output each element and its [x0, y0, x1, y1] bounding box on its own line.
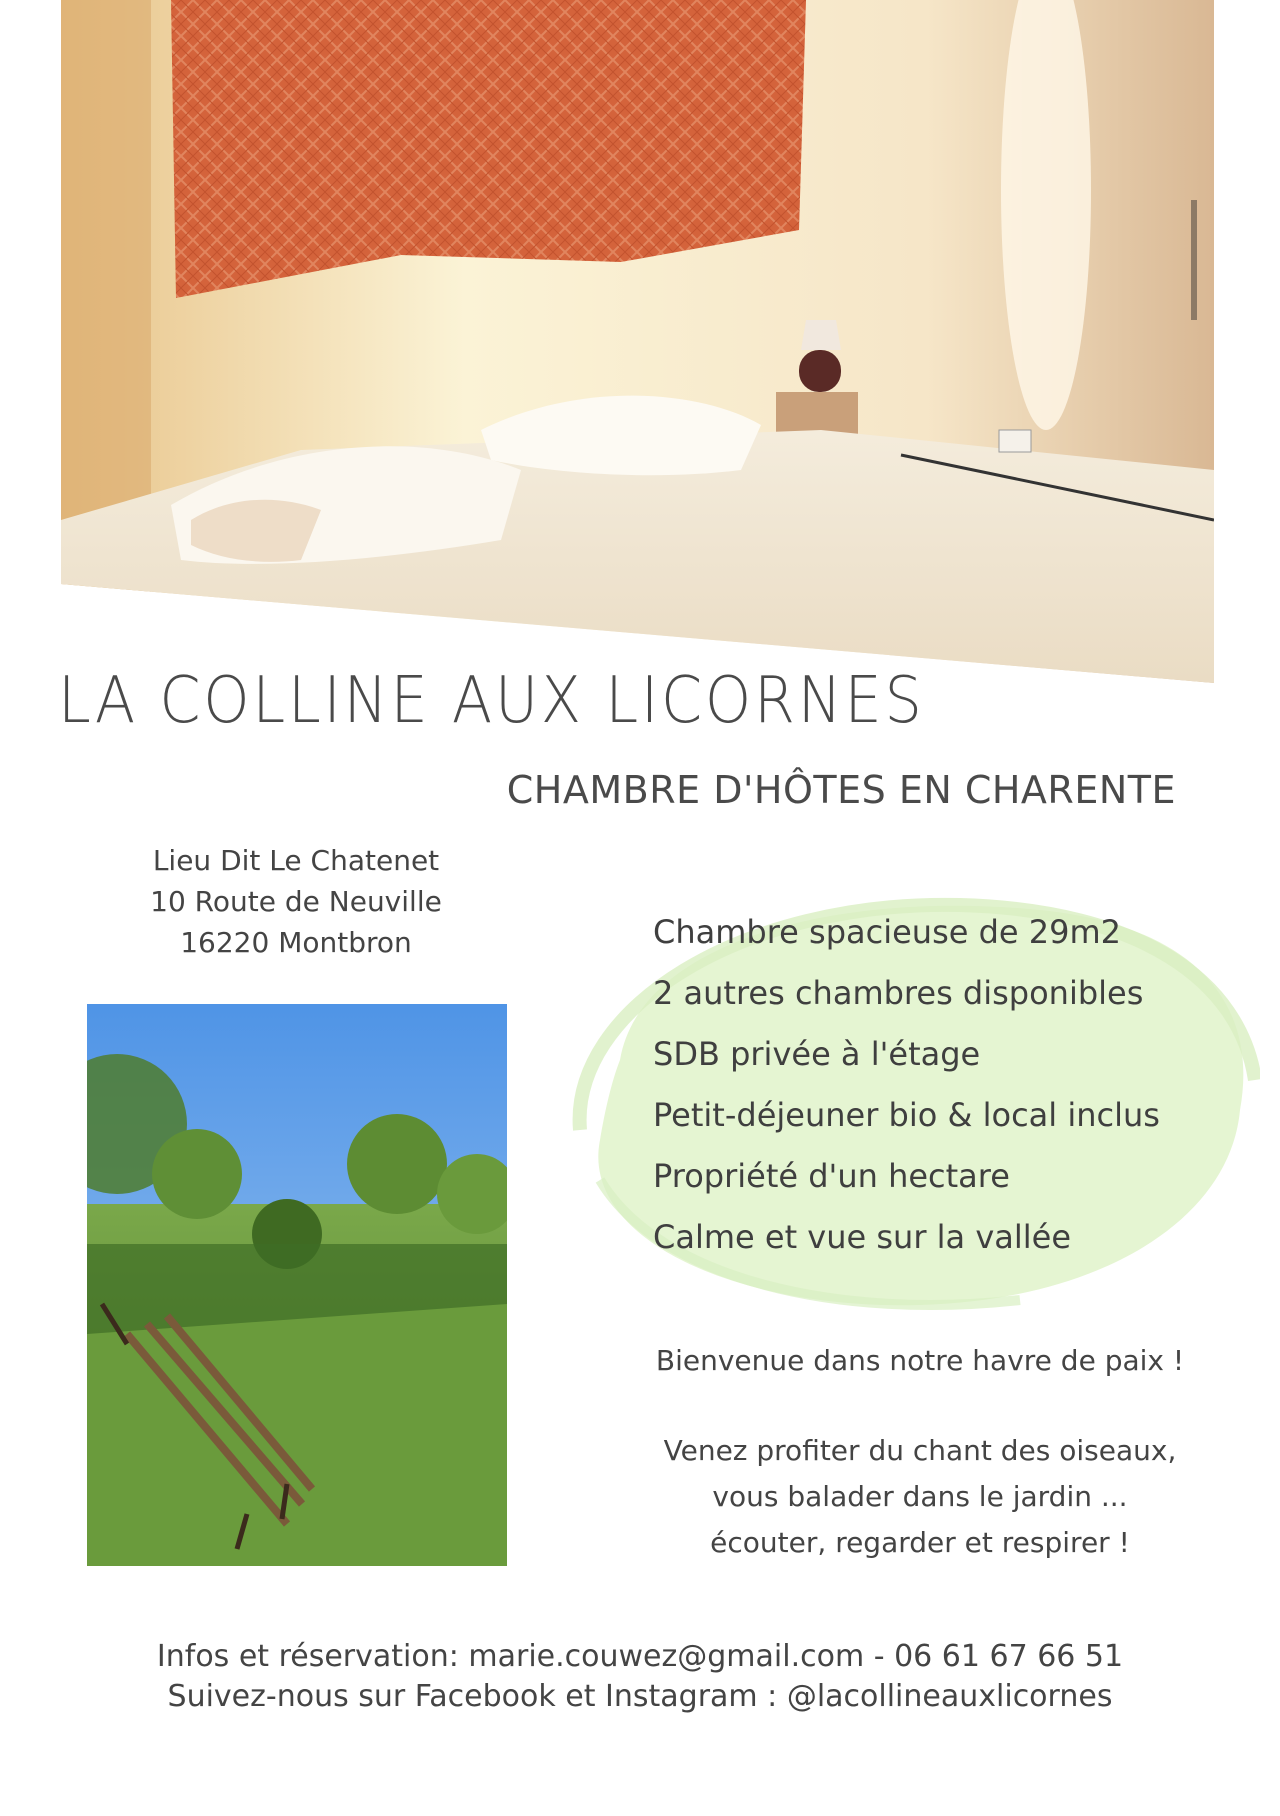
welcome-line: écouter, regarder et respirer ! — [710, 1526, 1130, 1559]
feature-item: 2 autres chambres disponibles — [653, 974, 1144, 1012]
address-line: Lieu Dit Le Chatenet — [152, 844, 440, 877]
address-block — [106, 840, 486, 963]
bedroom-photo — [61, 0, 1214, 683]
address-line: 16220 Montbron — [180, 926, 412, 959]
feature-item: SDB privée à l'étage — [653, 1035, 981, 1073]
welcome-line: vous balader dans le jardin ... — [712, 1480, 1128, 1513]
feature-item: Propriété d'un hectare — [653, 1157, 1010, 1195]
garden-photo — [87, 1004, 507, 1566]
feature-item: Chambre spacieuse de 29m2 — [653, 913, 1122, 951]
page-subtitle: CHAMBRE D'HÔTES EN CHARENTE — [506, 768, 1176, 812]
footer — [0, 1637, 1280, 1717]
address-line: 10 Route de Neuville — [150, 885, 442, 918]
welcome-line: Bienvenue dans notre havre de paix ! — [655, 1344, 1185, 1377]
social-info: Suivez-nous sur Facebook et Instagram : @lacollineauxlicornes — [167, 1679, 1113, 1714]
feature-item: Calme et vue sur la vallée — [653, 1218, 1072, 1256]
features-list — [653, 906, 1160, 1272]
welcome-text — [615, 1338, 1225, 1566]
page-title: LA COLLINE AUX LICORNES — [58, 664, 925, 738]
welcome-line: Venez profiter du chant des oiseaux, — [663, 1434, 1177, 1467]
feature-item: Petit-déjeuner bio & local inclus — [653, 1096, 1160, 1134]
contact-info: Infos et réservation: marie.couwez@gmail.com - 06 61 67 66 51 — [156, 1639, 1124, 1674]
